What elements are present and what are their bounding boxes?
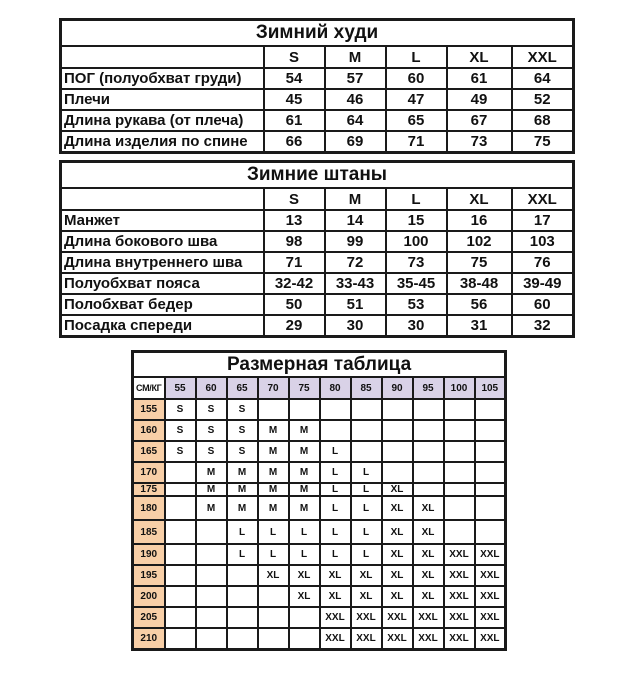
- size-cell: [165, 462, 196, 483]
- measurement-row: [61, 273, 574, 294]
- size-header-xl: XL: [447, 46, 512, 68]
- size-cell: L: [258, 544, 289, 565]
- size-cell: M: [196, 496, 227, 520]
- size-cell: [165, 586, 196, 607]
- size-cell: [196, 607, 227, 628]
- size-cell: M: [289, 483, 320, 496]
- size-chart-row: [133, 628, 506, 650]
- size-chart-row: [133, 607, 506, 628]
- measurement-value: 14: [325, 210, 386, 231]
- size-cell: XL: [382, 586, 413, 607]
- height-header-cell: 160: [133, 420, 165, 441]
- size-cell: [475, 483, 506, 496]
- size-cell: M: [289, 441, 320, 462]
- size-cell: M: [227, 462, 258, 483]
- measurement-row: [61, 315, 574, 337]
- measurement-value: 56: [447, 294, 512, 315]
- measurement-value: 103: [512, 231, 574, 252]
- height-header-cell: 205: [133, 607, 165, 628]
- measurement-value: 54: [264, 68, 325, 89]
- size-chart-table: [131, 350, 507, 651]
- size-cell: M: [258, 441, 289, 462]
- size-cell: [444, 483, 475, 496]
- size-cell: [382, 420, 413, 441]
- measurement-value: 51: [325, 294, 386, 315]
- measurement-value: 99: [325, 231, 386, 252]
- size-cell: [289, 628, 320, 650]
- size-header-m: M: [325, 188, 386, 210]
- size-cell: [413, 399, 444, 420]
- size-cell: [475, 462, 506, 483]
- size-cell: L: [320, 462, 351, 483]
- measurement-label: Длина изделия по спине: [61, 131, 264, 153]
- size-cell: XL: [382, 520, 413, 544]
- size-cell: [165, 483, 196, 496]
- size-chart-row: [133, 483, 506, 496]
- size-cell: M: [227, 483, 258, 496]
- size-cell: [258, 607, 289, 628]
- size-cell: XL: [413, 544, 444, 565]
- size-cell: [258, 399, 289, 420]
- measurement-value: 16: [447, 210, 512, 231]
- size-cell: S: [227, 399, 258, 420]
- size-cell: M: [258, 462, 289, 483]
- size-cell: L: [351, 520, 382, 544]
- measurement-value: 100: [386, 231, 447, 252]
- size-cell: XXL: [413, 628, 444, 650]
- measurement-label: ПОГ (полуобхват груди): [61, 68, 264, 89]
- size-cell: L: [227, 544, 258, 565]
- measurement-label: Длина внутреннего шва: [61, 252, 264, 273]
- measurement-value: 35-45: [386, 273, 447, 294]
- size-cell: [320, 420, 351, 441]
- measurement-value: 47: [386, 89, 447, 110]
- size-chart-row: [133, 462, 506, 483]
- measurement-value: 60: [512, 294, 574, 315]
- measurement-value: 60: [386, 68, 447, 89]
- measurement-value: 64: [512, 68, 574, 89]
- size-cell: XXL: [351, 628, 382, 650]
- measurement-value: 30: [386, 315, 447, 337]
- size-cell: L: [320, 483, 351, 496]
- size-cell: M: [289, 420, 320, 441]
- size-cell: XXL: [475, 607, 506, 628]
- weight-header-cell: 95: [413, 377, 444, 399]
- size-cell: [227, 607, 258, 628]
- measurement-value: 67: [447, 110, 512, 131]
- size-cell: XXL: [475, 628, 506, 650]
- height-header-cell: 210: [133, 628, 165, 650]
- size-cell: XL: [413, 496, 444, 520]
- size-cell: M: [289, 462, 320, 483]
- size-cell: [382, 462, 413, 483]
- measurement-value: 102: [447, 231, 512, 252]
- measurement-value: 38-48: [447, 273, 512, 294]
- measurement-value: 61: [264, 110, 325, 131]
- size-cell: L: [351, 496, 382, 520]
- measurement-row: [61, 131, 574, 153]
- size-cell: XL: [413, 520, 444, 544]
- size-chart-row: [133, 565, 506, 586]
- weight-header-cell: 75: [289, 377, 320, 399]
- size-cell: XXL: [320, 607, 351, 628]
- height-header-cell: 195: [133, 565, 165, 586]
- weight-header-cell: 60: [196, 377, 227, 399]
- size-cell: M: [258, 420, 289, 441]
- size-cell: S: [165, 441, 196, 462]
- size-cell: XL: [382, 483, 413, 496]
- size-cell: XXL: [444, 565, 475, 586]
- height-header-cell: 170: [133, 462, 165, 483]
- size-cell: XL: [351, 565, 382, 586]
- size-cell: [382, 441, 413, 462]
- measurement-value: 73: [386, 252, 447, 273]
- size-chart-row: [133, 399, 506, 420]
- size-cell: S: [227, 420, 258, 441]
- hoodie-table-title: Зимний худи: [61, 20, 574, 47]
- measurement-value: 32: [512, 315, 574, 337]
- size-cell: [289, 607, 320, 628]
- measurement-value: 71: [386, 131, 447, 153]
- size-cell: M: [258, 496, 289, 520]
- size-cell: [320, 399, 351, 420]
- measurement-row: [61, 294, 574, 315]
- size-header-m: M: [325, 46, 386, 68]
- measurement-value: 33-43: [325, 273, 386, 294]
- size-header-xl: XL: [447, 188, 512, 210]
- size-cell: [289, 399, 320, 420]
- measurement-value: 53: [386, 294, 447, 315]
- size-cell: XL: [413, 565, 444, 586]
- size-cell: [444, 420, 475, 441]
- empty-header-cell: [61, 188, 264, 210]
- weight-header-cell: 70: [258, 377, 289, 399]
- height-header-cell: 200: [133, 586, 165, 607]
- size-cell: [258, 628, 289, 650]
- weight-header-cell: 85: [351, 377, 382, 399]
- measurement-value: 31: [447, 315, 512, 337]
- height-header-cell: 165: [133, 441, 165, 462]
- size-cell: [165, 520, 196, 544]
- measurement-row: [61, 89, 574, 110]
- size-cell: XL: [289, 565, 320, 586]
- size-cell: XXL: [413, 607, 444, 628]
- pants-table-title: Зимние штаны: [61, 162, 574, 189]
- measurement-value: 76: [512, 252, 574, 273]
- size-chart-row: [133, 586, 506, 607]
- weight-header-cell: 105: [475, 377, 506, 399]
- measurement-label: Полобхват бедер: [61, 294, 264, 315]
- height-header-cell: 185: [133, 520, 165, 544]
- size-cell: [444, 441, 475, 462]
- measurement-value: 32-42: [264, 273, 325, 294]
- size-header-l: L: [386, 188, 447, 210]
- size-cell: M: [227, 496, 258, 520]
- size-cell: [258, 586, 289, 607]
- size-cell: L: [320, 544, 351, 565]
- size-cell: L: [351, 544, 382, 565]
- size-chart-row: [133, 420, 506, 441]
- size-cell: XXL: [382, 628, 413, 650]
- measurement-value: 57: [325, 68, 386, 89]
- measurement-value: 49: [447, 89, 512, 110]
- measurement-row: [61, 210, 574, 231]
- size-cell: XL: [320, 565, 351, 586]
- size-header-s: S: [264, 188, 325, 210]
- size-cell: L: [320, 520, 351, 544]
- size-cell: [227, 565, 258, 586]
- size-cell: L: [320, 496, 351, 520]
- measurement-value: 73: [447, 131, 512, 153]
- weight-header-cell: 90: [382, 377, 413, 399]
- measurement-row: [61, 68, 574, 89]
- size-cell: [165, 496, 196, 520]
- measurement-label: Посадка спереди: [61, 315, 264, 337]
- size-cell: [227, 586, 258, 607]
- measurement-value: 66: [264, 131, 325, 153]
- height-header-cell: 180: [133, 496, 165, 520]
- size-cell: [444, 496, 475, 520]
- height-weight-corner-label: СМ/КГ: [133, 377, 165, 399]
- measurement-value: 46: [325, 89, 386, 110]
- weight-header-cell: 80: [320, 377, 351, 399]
- size-cell: [475, 520, 506, 544]
- size-cell: L: [227, 520, 258, 544]
- size-cell: S: [196, 420, 227, 441]
- size-cell: XXL: [444, 628, 475, 650]
- size-cell: [351, 420, 382, 441]
- measurement-value: 39-49: [512, 273, 574, 294]
- measurement-label: Полуобхват пояса: [61, 273, 264, 294]
- size-cell: [475, 496, 506, 520]
- size-cell: [444, 462, 475, 483]
- hoodie-measurement-table: [59, 18, 575, 154]
- measurement-row: [61, 231, 574, 252]
- size-header-xxl: XXL: [512, 46, 574, 68]
- measurement-value: 72: [325, 252, 386, 273]
- size-cell: [413, 462, 444, 483]
- size-cell: [196, 565, 227, 586]
- measurement-value: 98: [264, 231, 325, 252]
- measurement-value: 68: [512, 110, 574, 131]
- size-cell: XXL: [444, 586, 475, 607]
- size-chart-row: [133, 496, 506, 520]
- size-chart-rows: [133, 399, 506, 650]
- size-cell: L: [289, 544, 320, 565]
- size-cell: XL: [351, 586, 382, 607]
- size-cell: [444, 399, 475, 420]
- pants-size-header-row: [61, 188, 574, 210]
- measurement-label: Манжет: [61, 210, 264, 231]
- size-cell: XXL: [475, 586, 506, 607]
- size-cell: M: [196, 462, 227, 483]
- pants-rows: [61, 210, 574, 337]
- measurement-value: 17: [512, 210, 574, 231]
- size-cell: S: [165, 399, 196, 420]
- size-cell: [165, 544, 196, 565]
- measurement-value: 75: [512, 131, 574, 153]
- measurement-value: 52: [512, 89, 574, 110]
- size-cell: XL: [382, 565, 413, 586]
- size-cell: [227, 628, 258, 650]
- measurement-label: Плечи: [61, 89, 264, 110]
- size-cell: [444, 520, 475, 544]
- size-cell: XL: [258, 565, 289, 586]
- size-cell: XL: [382, 496, 413, 520]
- size-cell: XXL: [382, 607, 413, 628]
- size-cell: [475, 399, 506, 420]
- size-cell: S: [227, 441, 258, 462]
- measurement-row: [61, 110, 574, 131]
- measurement-label: Длина рукава (от плеча): [61, 110, 264, 131]
- size-cell: S: [196, 441, 227, 462]
- size-cell: XXL: [475, 544, 506, 565]
- size-chart-title: Размерная таблица: [133, 352, 506, 378]
- measurement-value: 29: [264, 315, 325, 337]
- size-cell: [196, 544, 227, 565]
- measurement-value: 45: [264, 89, 325, 110]
- size-header-l: L: [386, 46, 447, 68]
- weight-header-cell: 100: [444, 377, 475, 399]
- size-cell: XXL: [475, 565, 506, 586]
- size-cell: XL: [289, 586, 320, 607]
- measurement-value: 65: [386, 110, 447, 131]
- size-chart-row: [133, 544, 506, 565]
- measurement-value: 15: [386, 210, 447, 231]
- size-cell: XXL: [351, 607, 382, 628]
- size-cell: L: [351, 483, 382, 496]
- height-header-cell: 175: [133, 483, 165, 496]
- size-cell: M: [289, 496, 320, 520]
- measurement-value: 71: [264, 252, 325, 273]
- measurement-value: 13: [264, 210, 325, 231]
- height-header-cell: 190: [133, 544, 165, 565]
- size-cell: M: [196, 483, 227, 496]
- size-cell: L: [258, 520, 289, 544]
- size-cell: L: [289, 520, 320, 544]
- size-cell: S: [165, 420, 196, 441]
- size-cell: L: [351, 462, 382, 483]
- measurement-value: 75: [447, 252, 512, 273]
- size-header-xxl: XXL: [512, 188, 574, 210]
- measurement-value: 69: [325, 131, 386, 153]
- size-cell: [165, 607, 196, 628]
- size-chart-row: [133, 520, 506, 544]
- measurement-value: 64: [325, 110, 386, 131]
- size-cell: XL: [320, 586, 351, 607]
- size-cell: [165, 565, 196, 586]
- size-cell: S: [196, 399, 227, 420]
- hoodie-size-header-row: [61, 46, 574, 68]
- measurement-row: [61, 252, 574, 273]
- size-cell: [351, 441, 382, 462]
- size-cell: [413, 420, 444, 441]
- measurement-label: Длина бокового шва: [61, 231, 264, 252]
- measurement-value: 61: [447, 68, 512, 89]
- size-cell: M: [258, 483, 289, 496]
- size-cell: [413, 483, 444, 496]
- size-cell: [196, 520, 227, 544]
- weight-header-cell: 55: [165, 377, 196, 399]
- size-cell: L: [320, 441, 351, 462]
- size-header-s: S: [264, 46, 325, 68]
- size-cell: XXL: [444, 607, 475, 628]
- size-cell: [382, 399, 413, 420]
- size-cell: [196, 628, 227, 650]
- measurement-value: 30: [325, 315, 386, 337]
- size-cell: [196, 586, 227, 607]
- size-cell: XXL: [444, 544, 475, 565]
- weight-header-row: [133, 377, 506, 399]
- size-chart-row: [133, 441, 506, 462]
- size-cell: [165, 628, 196, 650]
- size-cell: [475, 420, 506, 441]
- hoodie-rows: [61, 68, 574, 153]
- weight-header-cell: 65: [227, 377, 258, 399]
- size-cell: XXL: [320, 628, 351, 650]
- pants-measurement-table: [59, 160, 575, 338]
- height-header-cell: 155: [133, 399, 165, 420]
- size-cell: [475, 441, 506, 462]
- empty-header-cell: [61, 46, 264, 68]
- size-cell: XL: [413, 586, 444, 607]
- size-cell: [413, 441, 444, 462]
- size-cell: [351, 399, 382, 420]
- size-cell: XL: [382, 544, 413, 565]
- measurement-value: 50: [264, 294, 325, 315]
